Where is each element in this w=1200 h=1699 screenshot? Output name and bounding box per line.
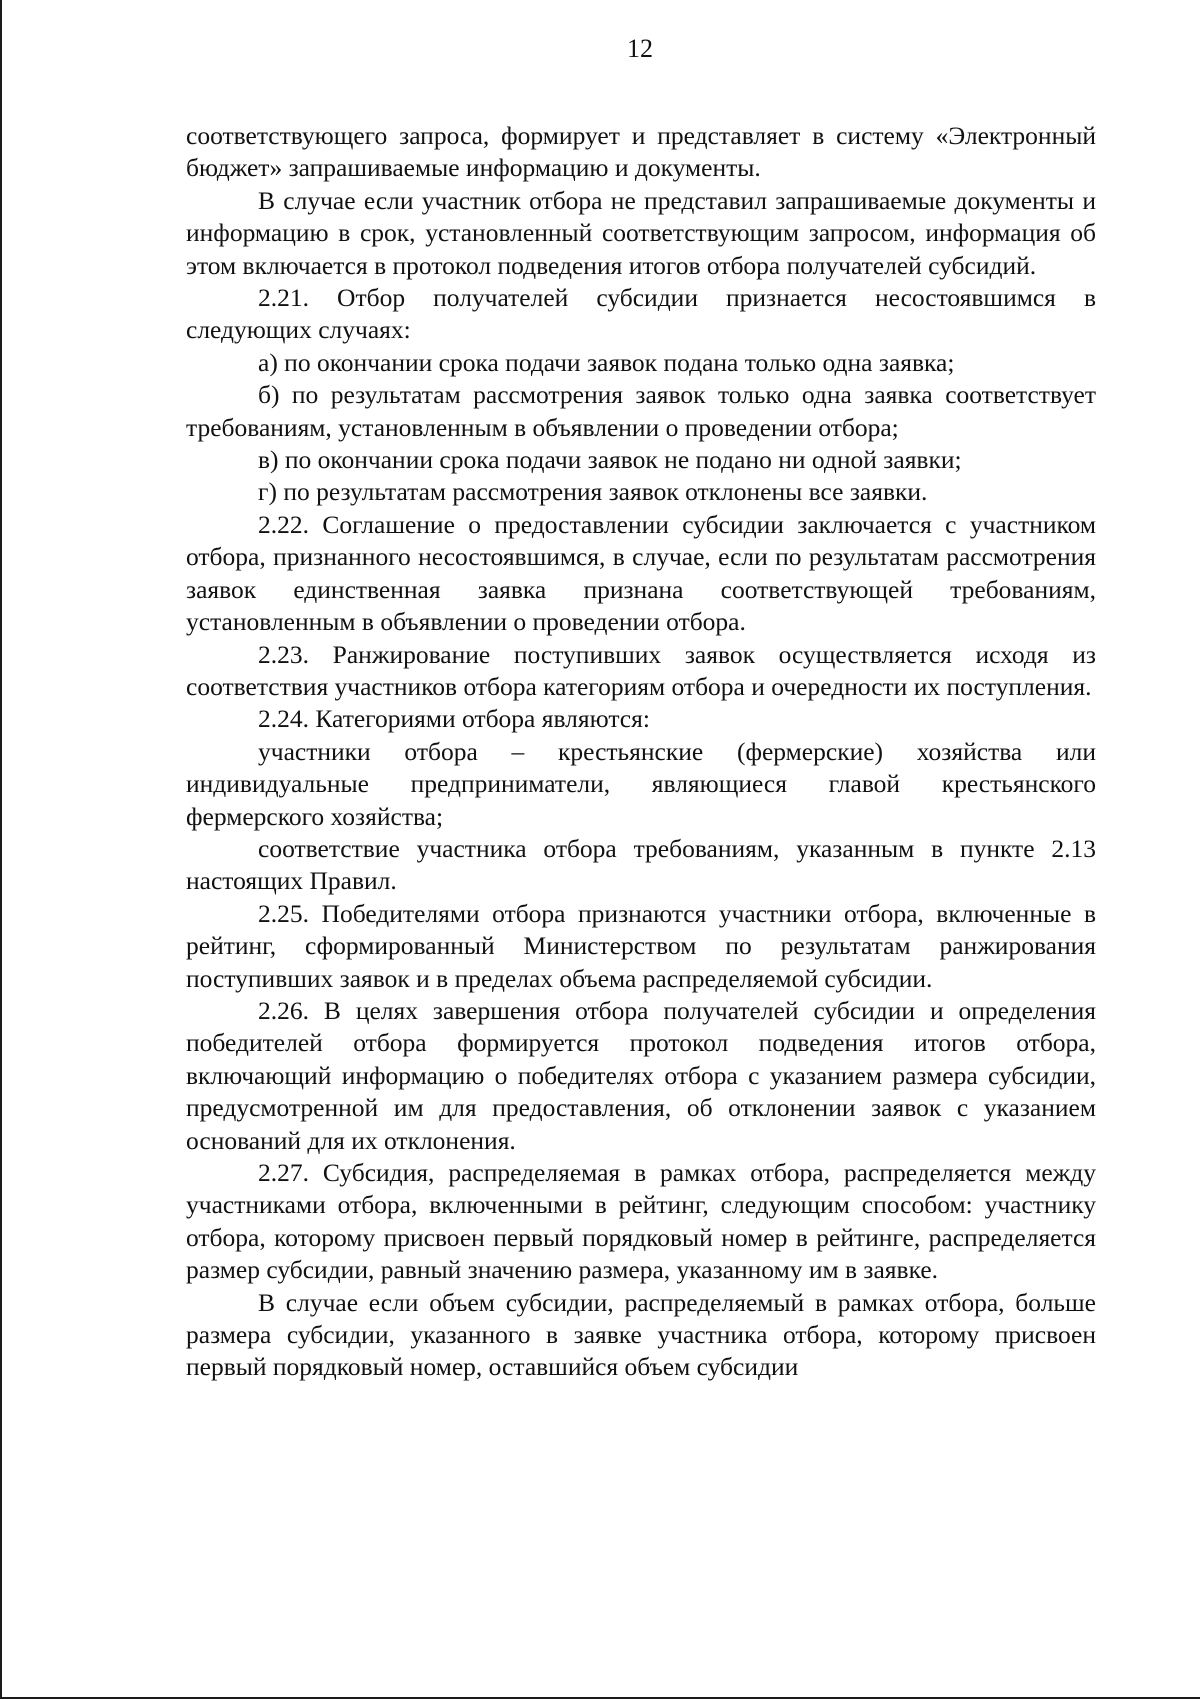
page-number: 12	[627, 34, 653, 63]
paragraph: 2.26. В целях завершения отбора получателей субсидии и определения победителей отбора формируется протокол подведения итогов отбора, включающий информацию о победителях отбора с указанием размера субсидии, предусмотренной им для предоставления, об отклонении заявок с указанием оснований для их отклонения.	[186, 995, 1096, 1155]
paragraph: соответствующего запроса, формирует и представляет в систему «Электронный бюджет» запрашиваемые информацию и документы.	[186, 121, 1096, 183]
paragraph: б) по результатам рассмотрения заявок только одна заявка соответствует требованиям, установленным в объявлении о проведении отбора;	[186, 380, 1096, 442]
paragraph: 2.23. Ранжирование поступивших заявок осуществляется исходя из соответствия участников отбора категориям отбора и очередности их поступления.	[186, 639, 1096, 701]
paragraph: а) по окончании срока подачи заявок подана только одна заявка;	[258, 347, 955, 377]
paragraph: В случае если участник отбора не представил запрашиваемые документы и информацию в срок, установленный соответствующим запросом, информация об этом включается в протокол подведения итогов отбора получателей субсидий.	[186, 185, 1096, 280]
paragraph: В случае если объем субсидии, распределяемый в рамках отбора, больше размера субсидии, указанного в заявке участника отбора, которому присвоен первый порядковый номер, оставшийся объем субсидии	[186, 1287, 1096, 1382]
paragraph: 2.21. Отбор получателей субсидии признается несостоявшимся в следующих случаях:	[186, 283, 1096, 345]
document-body	[186, 120, 1096, 1384]
paragraph: в) по окончании срока подачи заявок не подано ни одной заявки;	[258, 445, 962, 475]
paragraph: 2.24. Категориями отбора являются:	[258, 704, 650, 734]
paragraph: 2.27. Субсидия, распределяемая в рамках отбора, распределяется между участниками отбора, включенными в рейтинг, следующим способом: участнику отбора, которому присвоен первый порядковый номер в рейтинге, распределяется размер субсидии, равный значению размера, указанному им в заявке.	[186, 1158, 1096, 1285]
paragraph: участники отбора – крестьянские (фермерские) хозяйства или индивидуальные предприниматели, являющиеся главой крестьянского фермерского хозяйства;	[186, 736, 1096, 831]
paragraph: г) по результатам рассмотрения заявок отклонены все заявки.	[258, 477, 928, 507]
paragraph: 2.22. Соглашение о предоставлении субсидии заключается с участником отбора, признанного несостоявшимся, в случае, если по результатам рассмотрения заявок единственная заявка признана соответствующей требованиям, установленным в объявлении о проведении отбора.	[186, 509, 1096, 637]
scan-edge-left	[0, 0, 2, 1699]
paragraph: 2.25. Победителями отбора признаются участники отбора, включенные в рейтинг, сформированный Министерством по результатам ранжирования поступивших заявок и в пределах объема распределяемой субсидии.	[186, 898, 1096, 993]
paragraph: соответствие участника отбора требованиям, указанным в пункте 2.13 настоящих Правил.	[186, 833, 1096, 896]
